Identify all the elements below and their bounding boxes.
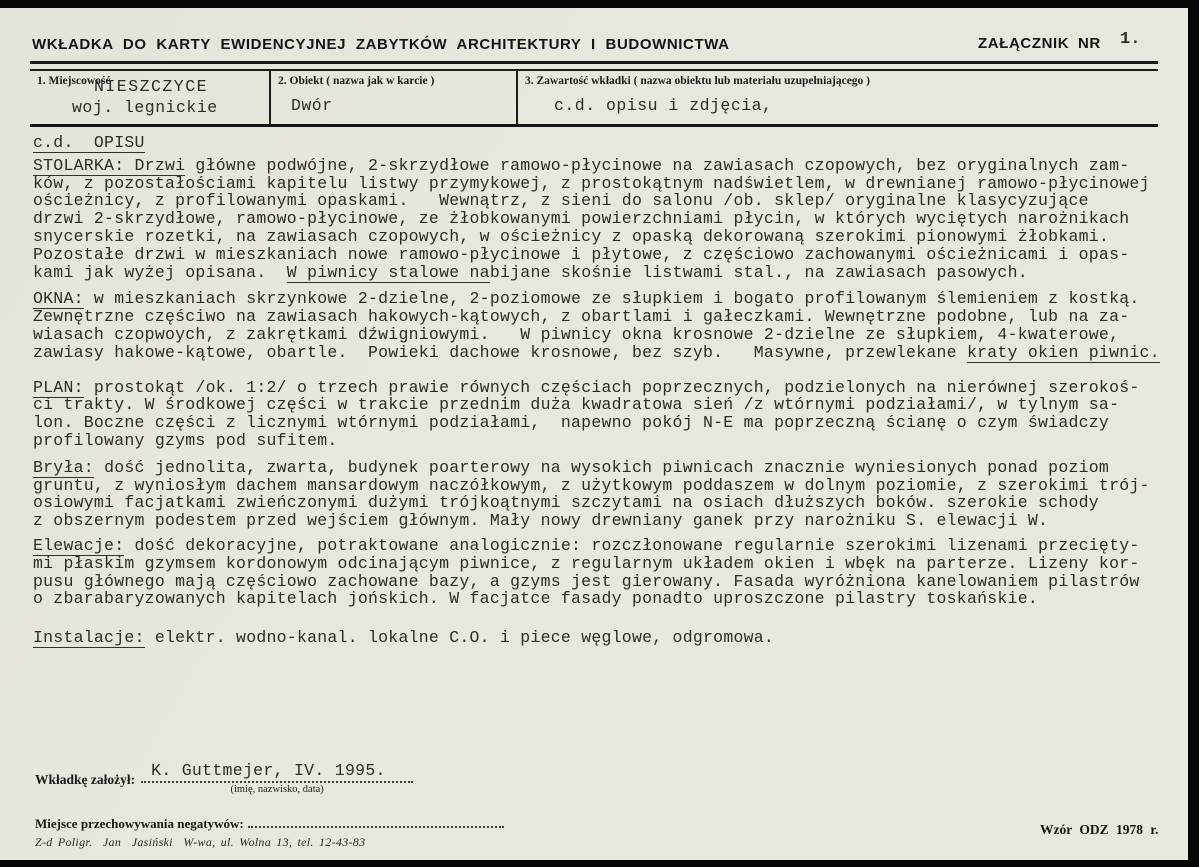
negatives-label: Miejsce przechowywania negatywów: [35, 816, 244, 831]
text-line [33, 573, 1178, 591]
text-run: zawiasy hakowe-kątowe, obartle. Powieki dachowe krosnowe, bez szyb. Masywne, przewlekane [33, 342, 967, 362]
text-line [33, 414, 1178, 432]
contents-label: 3. Zawartość wkładki ( nazwa obiektu lub materiału uzupełniającego ) [525, 75, 871, 87]
text-run: dość dekoracyjne, potraktowane analogicznie: rozczłonowane regularnie szerokimi lizenami przecięty- [124, 535, 1140, 555]
text-run: profilowany gzyms pod sufitem. [33, 430, 338, 450]
form-code: Wzór ODZ 1978 r. [1040, 822, 1159, 837]
attachment-label: ZAŁĄCZNIK NR [978, 35, 1101, 52]
text-run: pusu głównego mają częściowo zachowane bazy, a gzyms jest gierowany. Fasada wyróżniona kanelowaniem pilastrów [33, 571, 1140, 591]
text-run: drzwi 2-skrzydłowe, ramowo-płycinowe, ze żłobkowanymi powierzchniami płycin, w których wyciętych narożnikach [33, 209, 1130, 229]
contents-value: c.d. opisu i zdjęcia, [554, 96, 773, 115]
text-line [33, 228, 1178, 246]
text-run: prostokąt /ok. 1:2/ o trzech prawie równych częściach poprzecznych, podzielonych na nierównej szerokoś- [83, 377, 1140, 397]
underlined-text-run: Elewacje: [33, 535, 125, 555]
founder-signature-line [141, 761, 413, 795]
text-run: gruntu, z wyniosłym dachem mansardowym naczółkowym, z użytkowym poddaszem w dolnym poziomie, z szerokimi trój- [33, 475, 1150, 495]
founder-label: Wkładkę założył: [35, 772, 136, 787]
description-body [33, 134, 1178, 647]
paragraph-okna [33, 290, 1178, 361]
negatives-dotted-line [248, 814, 504, 828]
text-run: bijane skośnie listwami stal., na zawiasach pasowych. [489, 262, 1028, 282]
section-heading [33, 134, 1178, 152]
underlined-text-run: Instalacje: [33, 628, 145, 648]
locality-value: NIESZCZYCE [94, 77, 209, 96]
text-line [33, 432, 1178, 450]
founder-block [35, 761, 413, 797]
paragraph-stolarka [33, 157, 1178, 282]
paragraph-elewacje [33, 537, 1178, 608]
text-run: Zewnętrzne częściwo na zawiasach hakowych-kątowych, z obartlami i gałeczkami. Wewnętrzne podobne, lub na za- [33, 307, 1130, 327]
text-run: o zbarabaryzowanych kapitelach jońskich. W facjatce fasady ponadto uproszczone pilastry toskańskie. [33, 589, 1039, 609]
object-label: 2. Obiekt ( nazwa jak w karcie ) [278, 75, 435, 87]
header-rule [30, 61, 1158, 64]
cell-contents [518, 71, 1158, 124]
text-run: osiowymi facjatkami zwieńczonymi dużymi trójkoątnymi szczytami na osiach dłuższych boków. szerokie schody [33, 493, 1099, 513]
underlined-text-run: kraty okien piwnic. [966, 342, 1160, 362]
text-line [33, 590, 1178, 608]
text-line [33, 396, 1178, 414]
text-line [33, 494, 1178, 512]
text-run: ków, z pozostałościami kapitelu listwy przymykowej, z prostokątnym nadświetlem, w drewnianej ramowo-płycinowej [33, 173, 1150, 193]
document-paper [0, 8, 1188, 860]
text-run: ci trakty. W środkowej części w trakcie przednim duża kwadratowa sień /z wtórnymi podziałami/, w tylnym sa- [33, 395, 1120, 415]
negatives-block [35, 814, 504, 832]
text-run: z obszernym podestem przed wejściem głównym. Mały nowy drewniany ganek przy narożniku S. elewacji W. [33, 511, 1049, 531]
underlined-text-run: W piwnicy stalowe na [286, 262, 490, 282]
underlined-text-run: Bryła: [33, 457, 94, 477]
text-line [33, 264, 1178, 282]
text-line [33, 175, 1178, 193]
object-value: Dwór [291, 96, 333, 115]
founder-hint: (imię, nazwisko, data) [230, 784, 324, 795]
text-run: dość jednolita, zwarta, budynek poarterowy na wysokich piwnicach znacznie wyniesionych ponad poziom [93, 457, 1110, 477]
text-run: wiasach czopwoych, z zakrętkami dźwigniowymi. W piwnicy okna krosnowe 2-dzielne ze słupkiem, 4-kwaterowe, [33, 324, 1120, 344]
voivodeship-value: woj. legnickie [72, 98, 218, 117]
text-line [33, 629, 1178, 647]
text-line [33, 210, 1178, 228]
text-run: lon. Boczne części z licznymi wtórnymi podziałami, napewno pokój N-E ma poprzeczną ścianę o czym świadczy [33, 413, 1110, 433]
section-heading-text: c.d. OPISU [33, 133, 145, 152]
text-line [33, 379, 1178, 397]
founder-value: K. Guttmejer, IV. 1995. [141, 761, 413, 783]
text-line [33, 555, 1178, 573]
text-line [33, 308, 1178, 326]
text-line [33, 477, 1178, 495]
text-line [33, 290, 1178, 308]
text-run: snycerskie rozetki, na zawiasach czopowych, w ościeżnicy z opaską dekorowaną szerokimi pionowymi żłobkami. [33, 226, 1110, 246]
cell-object [271, 71, 518, 124]
text-run: ościeżnicy, z profilowanymi opaskami. Wewnątrz, z sieni do salonu /ob. sklep/ oryginalne klasycyzujące [33, 191, 1089, 211]
attachment-number: 1. [1120, 30, 1141, 49]
text-line [33, 459, 1178, 477]
text-line [33, 326, 1178, 344]
text-line [33, 246, 1178, 264]
paragraph-plan [33, 379, 1178, 450]
text-line [33, 344, 1178, 362]
text-run: mi płaskim gzymsem kordonowym odcinającym piwnice, z regularnym układem okien i wbęk na parterze. Lizeny kor- [33, 553, 1140, 573]
text-line [33, 512, 1178, 530]
paragraph-bryla [33, 459, 1178, 530]
underlined-text-run: STOLARKA: Drzwi [33, 155, 186, 175]
text-run: w mieszkaniach skrzynkowe 2-dzielne, 2-poziomowe ze słupkiem i bogato profilowanym ślemieniem z kostką. [83, 289, 1140, 309]
text-line [33, 157, 1178, 175]
info-table [30, 69, 1158, 127]
printer-imprint: Z-d Poligr. Jan Jasiński W-wa, ul. Wolna 13, tel. 12-43-83 [35, 835, 366, 849]
paragraph-instalacje [33, 629, 1178, 647]
text-line [33, 192, 1178, 210]
underlined-text-run: PLAN: [33, 377, 84, 397]
document-title: WKŁADKA DO KARTY EWIDENCYJNEJ ZABYTKÓW ARCHITEKTURY I BUDOWNICTWA [32, 36, 730, 53]
text-run: kami jak wyżej opisana. [33, 262, 287, 282]
text-run: elektr. wodno-kanal. lokalne C.O. i piece węglowe, odgromowa. [144, 628, 775, 648]
paragraphs-container [33, 157, 1178, 647]
text-run: Pozostałe drzwi w mieszkaniach nowe ramowo-płycinowe i płytowe, z częściowo zachowanymi ościeżnicami i opas- [33, 244, 1130, 264]
text-run: główne podwójne, 2-skrzydłowe ramowo-płycinowe na zawiasach czopowych, bez oryginalnych zam- [185, 155, 1130, 175]
underlined-text-run: OKNA: [33, 289, 84, 309]
text-line [33, 537, 1178, 555]
locality-label: 1. Miejscowość [37, 75, 111, 87]
cell-locality [30, 71, 271, 124]
